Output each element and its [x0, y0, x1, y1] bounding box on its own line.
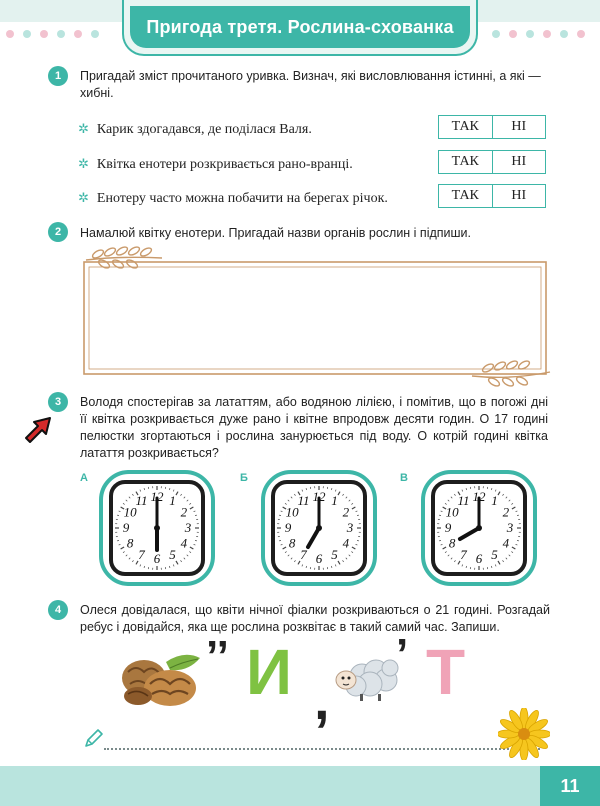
task-4-text: Олеся довідалася, що квіти нічної фіалки розкриваються о 21 годині. Розгадай ребус і довідайся, яка ще рослина розквітає в такий самий час. Запиши. — [80, 603, 550, 634]
red-arrow-icon — [22, 414, 54, 444]
yellow-flower-icon — [498, 708, 550, 760]
clock-hub — [316, 525, 322, 531]
answer-false-1[interactable]: НІ — [511, 119, 527, 134]
clock-number: 9 — [122, 520, 130, 535]
clock-number: 3 — [506, 520, 514, 535]
clock-number: 1 — [169, 493, 176, 509]
clock-number: 11 — [457, 493, 470, 509]
clock-number: 5 — [491, 546, 498, 562]
page-title: Пригода третя. Рослина-схованка — [130, 6, 470, 48]
decorative-dots-left — [6, 25, 108, 43]
clock-number: 8 — [288, 535, 296, 551]
clock-number: 10 — [445, 504, 459, 520]
clock-number: 11 — [135, 493, 148, 509]
clock-number: 5 — [169, 546, 176, 562]
clock-number: 12 — [472, 489, 486, 504]
clock-number: 2 — [502, 504, 510, 520]
clock-number: 5 — [331, 546, 338, 562]
pencil-icon — [82, 728, 104, 750]
answer-box-3[interactable] — [438, 184, 546, 208]
answer-box-1[interactable] — [438, 115, 546, 139]
wheat-ornament-top-icon — [86, 245, 162, 269]
rebus-letter-t: Т — [426, 636, 466, 708]
clock-number: 6 — [315, 551, 323, 566]
statement-3: ✲ Енотеру часто можна побачити на берегах річок. — [78, 190, 388, 206]
page-title-tab — [122, 0, 478, 56]
answer-true-1[interactable]: ТАК — [439, 116, 493, 138]
clock-number: 7 — [460, 546, 467, 562]
task-3-text: Володя спостерігав за лататтям, або водяною лілією, і помітив, що в погожі дні її квітка розкривається дуже рано і квітне впродовж десяти годин. О 17 годині пелюстки згортаються і рослина занурюється під воду. О котрій годині квітка латаття розкривається? — [80, 395, 548, 460]
clock-number: 12 — [150, 489, 164, 504]
page-number: 11 — [540, 766, 600, 806]
clock-number: 9 — [444, 520, 452, 535]
clock-hub — [476, 525, 482, 531]
clock-number: 4 — [180, 535, 188, 551]
answer-box-2[interactable] — [438, 150, 546, 174]
task-number-2: 2 — [48, 222, 68, 242]
clock-b[interactable] — [261, 470, 377, 586]
clock-number: 3 — [184, 520, 192, 535]
decorative-dots-right — [492, 25, 594, 43]
answer-true-3[interactable]: ТАК — [439, 185, 493, 207]
clock-c[interactable] — [421, 470, 537, 586]
clock-number: 12 — [312, 489, 326, 504]
sun-bullet-icon: ✲ — [78, 121, 89, 136]
clock-number: 4 — [342, 535, 350, 551]
task-2-text: Намалюй квітку енотери. Пригадай назви органів рослин і підпиши. — [80, 226, 472, 240]
clock-number: 8 — [126, 535, 134, 551]
answer-false-2[interactable]: НІ — [511, 154, 527, 169]
task-1-text: Пригадай зміст прочитаного уривка. Визнач, які висловлювання істинні, а які — хибні. — [80, 69, 541, 100]
clock-number: 11 — [297, 493, 310, 509]
answer-false-3[interactable]: НІ — [511, 188, 527, 203]
rebus-apostrophe: ’ — [396, 630, 409, 679]
rebus-quote-mark: ’’ — [206, 632, 229, 681]
clock-number: 10 — [123, 504, 137, 520]
sun-bullet-icon: ✲ — [78, 190, 89, 205]
answer-true-2[interactable]: ТАК — [439, 151, 493, 173]
clock-number: 1 — [491, 493, 498, 509]
clock-label-c: В — [400, 472, 408, 484]
sun-bullet-icon: ✲ — [78, 156, 89, 171]
footer-band — [0, 766, 600, 806]
clock-number: 9 — [284, 520, 292, 535]
task-number-3: 3 — [48, 392, 68, 412]
clock-number: 2 — [180, 504, 188, 520]
clock-label-b: Б — [240, 472, 248, 484]
answer-line[interactable] — [104, 748, 540, 750]
task-number-4: 4 — [48, 600, 68, 620]
clock-number: 1 — [331, 493, 338, 509]
clock-number: 4 — [502, 535, 510, 551]
task-number-1: 1 — [48, 66, 68, 86]
clock-number: 7 — [300, 546, 307, 562]
clock-a[interactable] — [99, 470, 215, 586]
drawing-frame[interactable] — [80, 244, 552, 388]
clock-number: 10 — [285, 504, 299, 520]
statement-1: ✲ Карик здогадався, де поділася Валя. — [78, 121, 312, 137]
clock-number: 3 — [346, 520, 354, 535]
clock-number: 7 — [138, 546, 145, 562]
statement-2: ✲ Квітка енотери розкривається рано-вранці. — [78, 156, 353, 172]
clock-number: 6 — [153, 551, 161, 566]
clock-number: 2 — [342, 504, 350, 520]
sheep-icon — [330, 650, 406, 702]
clock-label-a: А — [80, 472, 88, 484]
clock-number: 6 — [475, 551, 483, 566]
clock-number: 8 — [448, 535, 456, 551]
rebus-letter-i: И — [246, 636, 292, 708]
walnuts-icon — [118, 650, 204, 710]
rebus-comma: , — [314, 668, 330, 731]
clock-hub — [154, 525, 160, 531]
